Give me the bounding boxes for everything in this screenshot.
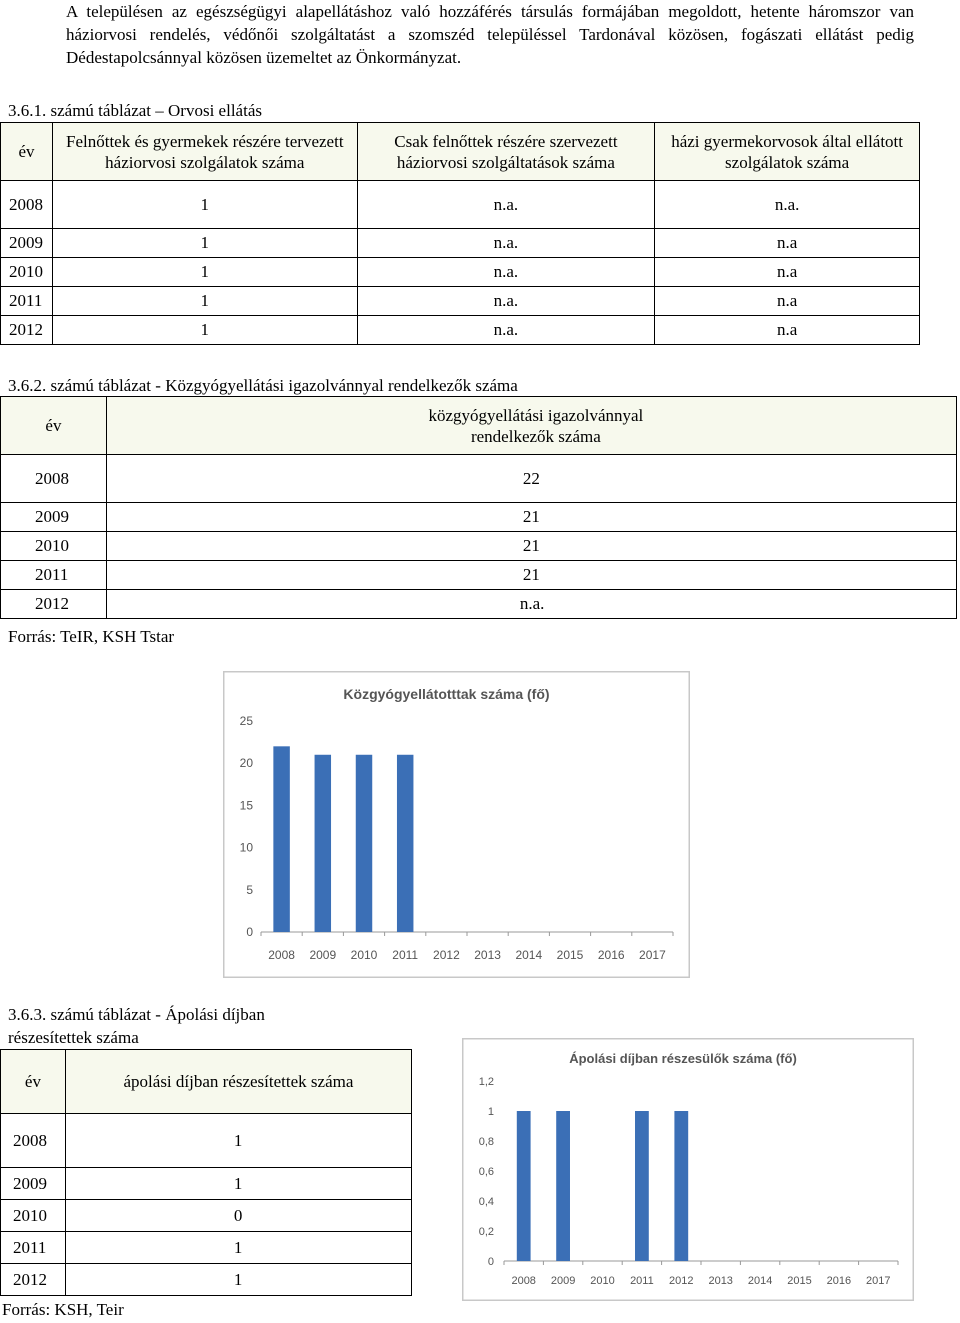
table-cell: 2012 <box>1 1264 66 1296</box>
x-tick-label: 2010 <box>590 1275 615 1287</box>
x-tick-label: 2009 <box>309 948 337 962</box>
y-tick-label: 1 <box>487 1106 494 1118</box>
table-cell: n.a. <box>357 316 655 345</box>
chart-apolasi <box>462 1038 914 1301</box>
table-row <box>1 455 957 503</box>
bar <box>356 755 372 932</box>
x-tick-label: 2015 <box>787 1275 812 1287</box>
x-tick-label: 2015 <box>556 948 584 962</box>
table-cell: 1 <box>65 1232 411 1264</box>
y-tick-label: 0 <box>246 925 253 939</box>
x-tick-label: 2010 <box>350 948 378 962</box>
table-row <box>1 316 920 345</box>
table-cell: 2008 <box>1 1114 66 1168</box>
x-tick-label: 2012 <box>669 1275 694 1287</box>
table-cell: 2012 <box>1 590 107 619</box>
table-cell: 0 <box>65 1200 411 1232</box>
table2-header-cell <box>106 397 956 455</box>
table2-header-label: közgyógyellátási igazolvánnyal rendelkezők száma <box>428 405 644 446</box>
table1 <box>0 122 920 345</box>
table-cell: 1 <box>65 1114 411 1168</box>
table-cell: 2011 <box>1 561 107 590</box>
table-cell: 1 <box>52 258 357 287</box>
table-cell: n.a. <box>357 287 655 316</box>
table-row <box>1 181 920 229</box>
table2-header-cell: év <box>1 397 107 455</box>
table-cell: 2010 <box>1 532 107 561</box>
table-cell: 1 <box>52 287 357 316</box>
table-row <box>1 1168 412 1200</box>
table-row <box>1 1232 412 1264</box>
table-row <box>1 287 920 316</box>
table-cell: 2012 <box>1 316 53 345</box>
table3-caption-line1: 3.6.3. számú táblázat - Ápolási díjban <box>8 1005 265 1024</box>
bar <box>635 1111 649 1261</box>
table-cell: n.a <box>655 316 920 345</box>
chart-apolasi-svg <box>462 1038 914 1301</box>
y-tick-label: 0 <box>487 1256 494 1268</box>
table1-header-cell: év <box>1 123 53 181</box>
table3-header-cell: ápolási díjban részesítettek száma <box>65 1050 411 1114</box>
x-tick-label: 2008 <box>511 1275 536 1287</box>
x-tick-label: 2013 <box>708 1275 733 1287</box>
x-tick-label: 2016 <box>826 1275 852 1287</box>
x-tick-label: 2016 <box>597 948 625 962</box>
table-row <box>1 258 920 287</box>
table1-header-row <box>1 123 920 181</box>
table-cell: 2010 <box>1 1200 66 1232</box>
y-tick-label: 25 <box>239 714 253 728</box>
table-row <box>1 229 920 258</box>
table-row <box>1 503 957 532</box>
table3 <box>0 1049 412 1296</box>
table-row <box>1 532 957 561</box>
table2-caption: 3.6.2. számú táblázat - Közgyógyellátási igazolvánnyal rendelkezők száma <box>8 376 518 395</box>
table2-header-row <box>1 397 957 455</box>
table3-caption-line2: részesítettek száma <box>8 1028 139 1047</box>
bar <box>315 755 331 932</box>
table-cell: 1 <box>65 1168 411 1200</box>
table-cell: n.a. <box>357 258 655 287</box>
table-cell: 22 <box>106 455 956 503</box>
table-cell: 2008 <box>1 181 53 229</box>
table-cell: n.a <box>655 229 920 258</box>
table-cell: 1 <box>52 181 357 229</box>
y-tick-label: 0,2 <box>478 1226 494 1238</box>
y-tick-label: 0,6 <box>478 1166 494 1178</box>
chart-title: Ápolási díjban részesülők száma (fő) <box>569 1051 797 1066</box>
chart-title: Közgyógyellátotttak száma (fő) <box>343 686 550 702</box>
table-cell: 1 <box>65 1264 411 1296</box>
table-cell: 1 <box>52 229 357 258</box>
bar <box>556 1111 570 1261</box>
table-cell: 2009 <box>1 229 53 258</box>
table-row <box>1 561 957 590</box>
y-tick-label: 10 <box>239 840 253 855</box>
bar <box>397 755 413 932</box>
bar <box>674 1111 688 1261</box>
table-row <box>1 1114 412 1168</box>
x-tick-label: 2017 <box>639 948 666 962</box>
table-cell: n.a <box>655 287 920 316</box>
table3-source: Forrás: KSH, Teir <box>2 1300 124 1319</box>
table-cell: 21 <box>106 532 956 561</box>
y-tick-label: 15 <box>239 798 253 813</box>
x-tick-label: 2011 <box>392 948 419 962</box>
x-tick-label: 2013 <box>474 948 501 962</box>
table-cell: 2011 <box>1 287 53 316</box>
x-tick-label: 2014 <box>747 1275 773 1287</box>
x-tick-label: 2009 <box>550 1275 576 1287</box>
x-tick-label: 2014 <box>515 948 543 962</box>
table-row <box>1 590 957 619</box>
table2-source: Forrás: TeIR, KSH Tstar <box>8 627 175 646</box>
table-cell: 21 <box>106 503 956 532</box>
table-cell: n.a <box>655 258 920 287</box>
table1-caption: 3.6.1. számú táblázat – Orvosi ellátás <box>8 101 262 120</box>
intro-paragraph: A településen az egészségügyi alapellátáshoz való hozzáférés társulás formájában megoldott, hetente háromszor van háziorvosi rendelés, védőnői szolgáltatást a szomszéd településsel Tardonával közösen, fogászati ellátást pedig Dédestapolcsánnyal közösen üzemeltet az Önkormányzat. <box>66 2 914 67</box>
table2 <box>0 396 957 619</box>
table-cell: 2008 <box>1 455 107 503</box>
x-tick-label: 2017 <box>866 1275 891 1287</box>
table-row <box>1 1200 412 1232</box>
table-cell: n.a. <box>357 229 655 258</box>
table1-header-cell: Felnőttek és gyermekek részére tervezett háziorvosi szolgálatok száma <box>52 123 357 181</box>
bar <box>517 1111 531 1261</box>
chart-kozgyogy-svg <box>223 671 690 978</box>
table3-header-row <box>1 1050 412 1114</box>
table-cell: 2009 <box>1 503 107 532</box>
x-tick-label: 2012 <box>433 948 460 962</box>
table1-header-cell: Csak felnőttek részére szervezett háziorvosi szolgáltatások száma <box>357 123 655 181</box>
y-tick-label: 0,8 <box>478 1136 494 1148</box>
bar <box>273 746 289 932</box>
y-tick-label: 5 <box>246 882 253 897</box>
table-cell: n.a. <box>655 181 920 229</box>
table-row <box>1 1264 412 1296</box>
table-cell: n.a. <box>106 590 956 619</box>
table-cell: 2010 <box>1 258 53 287</box>
x-tick-label: 2008 <box>268 948 295 962</box>
table1-header-cell: házi gyermekorvosok által ellátott szolgálatok száma <box>655 123 920 181</box>
y-tick-label: 20 <box>239 756 253 771</box>
y-tick-label: 0,4 <box>478 1196 494 1208</box>
table-cell: 1 <box>52 316 357 345</box>
table-cell: 2009 <box>1 1168 66 1200</box>
table-cell: 21 <box>106 561 956 590</box>
y-tick-label: 1,2 <box>478 1076 494 1088</box>
chart-kozgyogy <box>223 671 690 978</box>
table-cell: n.a. <box>357 181 655 229</box>
table3-header-cell: év <box>1 1050 66 1114</box>
x-tick-label: 2011 <box>630 1275 654 1287</box>
table-cell: 2011 <box>1 1232 66 1264</box>
